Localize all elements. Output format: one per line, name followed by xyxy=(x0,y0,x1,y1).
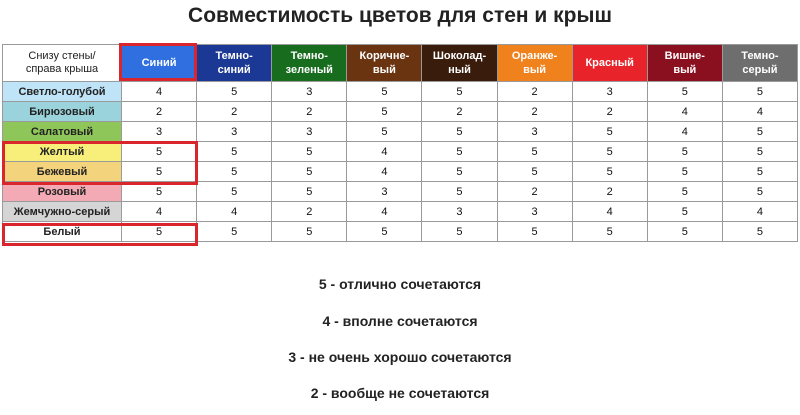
table-row xyxy=(3,102,798,122)
table-cell: 3 xyxy=(497,202,572,222)
table-cell: 4 xyxy=(122,202,197,222)
table-cell: 5 xyxy=(122,182,197,202)
table-cell: 5 xyxy=(347,222,422,242)
table-cell: 3 xyxy=(347,182,422,202)
table-cell: 5 xyxy=(272,142,347,162)
page-title: Совместимость цветов для стен и крыш xyxy=(188,4,612,27)
column-header-label: Коричне- xyxy=(359,50,410,62)
table-row xyxy=(3,222,798,242)
table-cell: 3 xyxy=(122,122,197,142)
table-cell: 5 xyxy=(197,162,272,182)
column-header-label: ный xyxy=(448,64,471,76)
legend-item: 5 - отлично сочетаются xyxy=(318,276,482,292)
table-cell: 5 xyxy=(722,162,797,182)
column-header-label: Шоколад- xyxy=(432,50,487,62)
table-cell: 5 xyxy=(722,222,797,242)
table-cell: 3 xyxy=(572,82,647,102)
column-header-label: Красный xyxy=(585,57,634,69)
column-header-label: Синий xyxy=(141,57,177,69)
column-header xyxy=(572,45,647,82)
table-cell: 5 xyxy=(422,222,497,242)
legend-item: 4 - вполне сочетаются xyxy=(322,313,478,329)
table-cell: 5 xyxy=(647,202,722,222)
table-cell: 4 xyxy=(197,202,272,222)
table-cell: 5 xyxy=(422,162,497,182)
row-header: Бирюзовый xyxy=(3,102,122,122)
table-cell: 4 xyxy=(572,202,647,222)
table-cell: 4 xyxy=(347,142,422,162)
table-cell: 5 xyxy=(647,222,722,242)
table-cell: 5 xyxy=(422,182,497,202)
table-cell: 5 xyxy=(272,222,347,242)
column-header xyxy=(197,45,272,82)
table-cell: 5 xyxy=(422,122,497,142)
table-cell: 5 xyxy=(347,122,422,142)
row-header: Светло-голубой xyxy=(3,82,122,102)
table-cell: 5 xyxy=(722,142,797,162)
table-cell: 5 xyxy=(722,122,797,142)
table-cell: 4 xyxy=(647,102,722,122)
table-cell: 5 xyxy=(647,162,722,182)
table-cell: 3 xyxy=(272,122,347,142)
table-cell: 3 xyxy=(272,82,347,102)
table-cell: 4 xyxy=(647,122,722,142)
table-cell: 3 xyxy=(197,122,272,142)
column-header xyxy=(422,45,497,82)
table-cell: 5 xyxy=(197,142,272,162)
table-cell: 4 xyxy=(722,102,797,122)
row-header: Желтый xyxy=(3,142,122,162)
table-row xyxy=(3,162,798,182)
table-cell: 5 xyxy=(572,222,647,242)
table-cell: 2 xyxy=(497,102,572,122)
table-cell: 5 xyxy=(347,82,422,102)
table-cell: 5 xyxy=(272,182,347,202)
compatibility-table xyxy=(2,44,798,242)
table-cell: 2 xyxy=(122,102,197,122)
column-header-label: вый xyxy=(673,64,697,76)
table-cell: 5 xyxy=(722,82,797,102)
table-cell: 2 xyxy=(422,102,497,122)
corner-line: Снизу стены/ xyxy=(28,50,96,62)
table-row xyxy=(3,82,798,102)
table-cell: 4 xyxy=(347,162,422,182)
table-cell: 5 xyxy=(122,222,197,242)
table-cell: 5 xyxy=(197,82,272,102)
table-row xyxy=(3,122,798,142)
legend-item: 3 - не очень хорошо сочетаются xyxy=(288,349,512,365)
legend-item: 2 - вообще не сочетаются xyxy=(310,385,490,401)
column-header xyxy=(647,45,722,82)
table-cell: 5 xyxy=(722,182,797,202)
table-cell: 5 xyxy=(572,162,647,182)
column-header-label: Вишне- xyxy=(664,50,705,62)
column-header xyxy=(122,45,197,82)
row-header: Розовый xyxy=(3,182,122,202)
table-cell: 4 xyxy=(722,202,797,222)
table-cell: 2 xyxy=(572,102,647,122)
table-cell: 5 xyxy=(647,82,722,102)
table-cell: 5 xyxy=(497,142,572,162)
table-cell: 5 xyxy=(572,142,647,162)
table-cell: 5 xyxy=(197,222,272,242)
table-cell: 5 xyxy=(122,142,197,162)
table-cell: 2 xyxy=(272,102,347,122)
column-header-label: зеленый xyxy=(285,64,333,76)
table-cell: 5 xyxy=(347,102,422,122)
column-header-label: вый xyxy=(523,64,547,76)
column-header-label: Темно- xyxy=(741,50,779,62)
table-cell: 4 xyxy=(347,202,422,222)
table-header-row xyxy=(3,45,798,82)
table-cell: 3 xyxy=(422,202,497,222)
column-header-label: вый xyxy=(372,64,396,76)
table-row xyxy=(3,182,798,202)
row-header: Бежевый xyxy=(3,162,122,182)
column-header-label: серый xyxy=(742,64,778,76)
table-cell: 4 xyxy=(122,82,197,102)
column-header-label: синий xyxy=(217,64,251,76)
column-header xyxy=(722,45,797,82)
table-cell: 5 xyxy=(647,182,722,202)
column-header xyxy=(347,45,422,82)
table-cell: 3 xyxy=(497,122,572,142)
table-row xyxy=(3,142,798,162)
table-row xyxy=(3,202,798,222)
table-cell: 5 xyxy=(647,142,722,162)
table-cell: 2 xyxy=(497,82,572,102)
table-cell: 5 xyxy=(497,222,572,242)
table-cell: 5 xyxy=(422,82,497,102)
table-cell: 5 xyxy=(497,162,572,182)
column-header xyxy=(497,45,572,82)
table-cell: 5 xyxy=(197,182,272,202)
table-cell: 2 xyxy=(272,202,347,222)
row-header: Жемчужно-серый xyxy=(3,202,122,222)
column-header-label: Темно- xyxy=(215,50,253,62)
column-header-label: Оранже- xyxy=(511,50,558,62)
table-cell: 5 xyxy=(122,162,197,182)
table-cell: 5 xyxy=(572,122,647,142)
table-cell: 5 xyxy=(422,142,497,162)
row-header: Белый xyxy=(3,222,122,242)
column-header xyxy=(272,45,347,82)
row-header: Салатовый xyxy=(3,122,122,142)
table-cell: 2 xyxy=(197,102,272,122)
table-cell: 2 xyxy=(497,182,572,202)
table-cell: 5 xyxy=(272,162,347,182)
table-cell: 2 xyxy=(572,182,647,202)
column-header-label: Темно- xyxy=(290,50,328,62)
corner-line: справа крыша xyxy=(25,63,99,75)
corner-header xyxy=(3,45,122,82)
